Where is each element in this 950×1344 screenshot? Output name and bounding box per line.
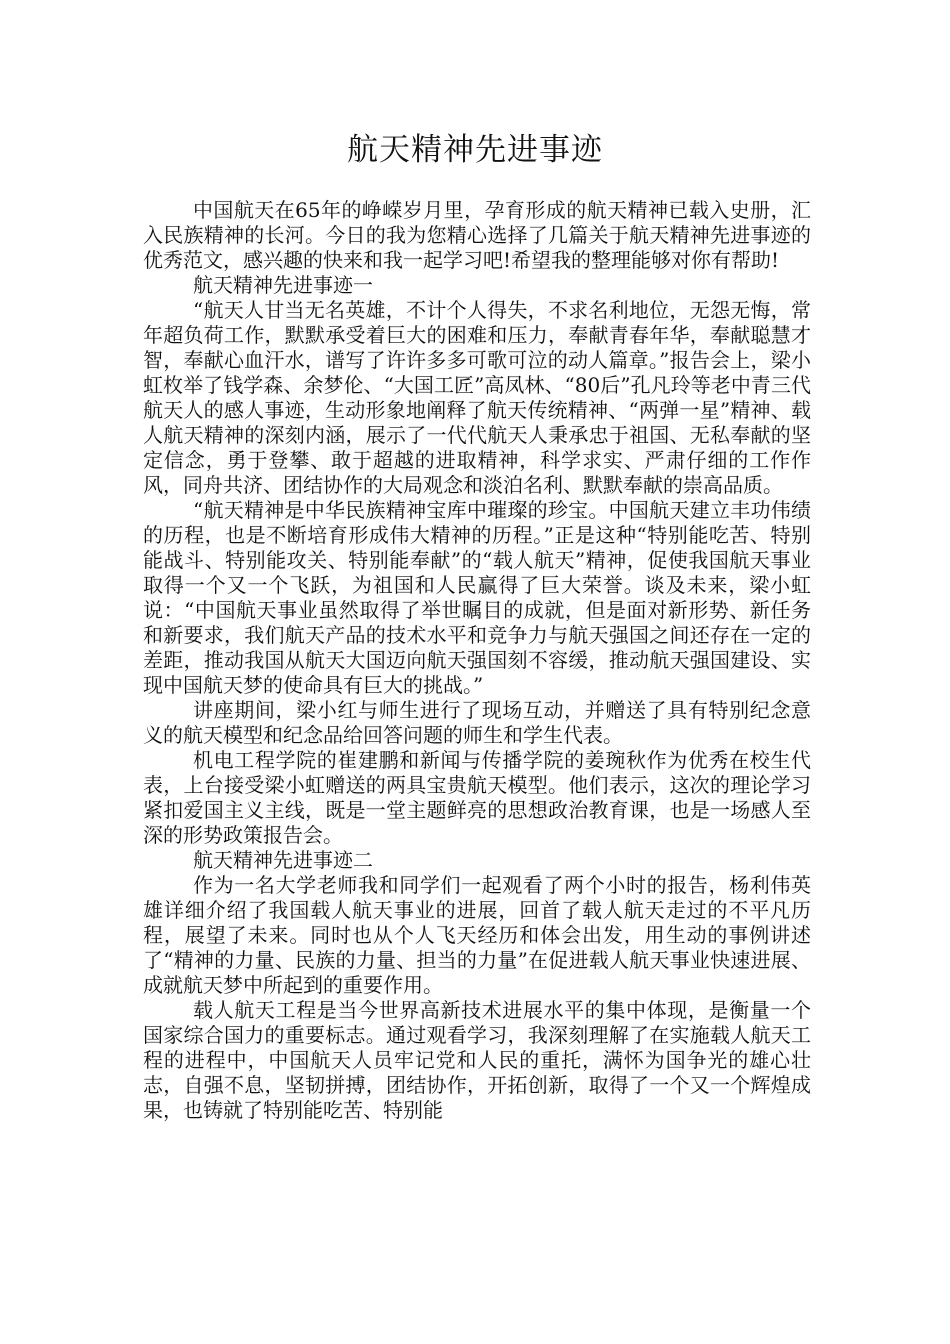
section-heading-2: 航天精神先进事迹二 bbox=[193, 848, 373, 872]
section-heading-1: 航天精神先进事迹一 bbox=[193, 273, 373, 297]
document-title: 航天精神先进事迹 bbox=[347, 132, 603, 168]
body-paragraph: 机电工程学院的崔建鹏和新闻与传播学院的姜琬秋作为优秀在校生代表，上台接受梁小虹赠送的两具宝贵航天模型。他们表示，这次的理论学习紧扣爱国主义主线，既是一堂主题鲜亮的思想政治教育课，也是一场感人至深的形势政策报告会。 bbox=[143, 748, 811, 847]
body-paragraph: “航天人甘当无名英雄，不计个人得失，不求名利地位，无怨无悔，常年超负荷工作，默默承受着巨大的困难和压力，奉献青春年华，奉献聪慧才智，奉献心血汗水，谱写了许许多多可歌可泣的动人篇章。”报告会上，梁小虹枚举了钱学森、余梦伦、“大国工匠”高凤林、“80后”孔凡玲等老中青三代航天人的感人事迹，生动形象地阐释了航天传统精神、“两弹一星”精神、载人航天精神的深刻内涵，展示了一代代航天人秉承忠于祖国、无私奉献的坚定信念，勇于登攀、敢于超越的进取精神，科学求实、严肃仔细的工作作风，同舟共济、团结协作的大局观念和淡泊名利、默默奉献的崇高品质。 bbox=[143, 298, 811, 497]
body-paragraph: “航天精神是中华民族精神宝库中璀璨的珍宝。中国航天建立丰功伟绩的历程，也是不断培育形成伟大精神的历程。”正是这种“特别能吃苦、特别能战斗、特别能攻关、特别能奉献”的“载人航天”精神，促使我国航天事业取得一个又一个飞跃，为祖国和人民赢得了巨大荣誉。谈及未来，梁小虹说：“中国航天事业虽然取得了举世瞩目的成就，但是面对新形势、新任务和新要求，我们航天产品的技术水平和竞争力与航天强国之间还存在一定的差距，推动我国从航天大国迈向航天强国刻不容缓，推动航天强国建设、实现中国航天梦的使命具有巨大的挑战。” bbox=[143, 498, 811, 697]
intro-paragraph: 中国航天在65年的峥嵘岁月里，孕育形成的航天精神已载入史册，汇入民族精神的长河。今日的我为您精心选择了几篇关于航天精神先进事迹的优秀范文，感兴趣的快来和我一起学习吧!希望我的整理能够对你有帮助! bbox=[143, 198, 811, 272]
body-paragraph: 作为一名大学老师我和同学们一起观看了两个小时的报告，杨利伟英雄详细介绍了我国载人航天事业的进展，回首了载人航天走过的不平凡历程，展望了未来。同时也从个人飞天经历和体会出发，用生动的事例讲述了“精神的力量、民族的力量、担当的力量”在促进载人航天事业快速进展、成就航天梦中所起到的重要作用。 bbox=[143, 873, 811, 997]
body-paragraph: 载人航天工程是当今世界高新技术进展水平的集中体现，是衡量一个国家综合国力的重要标志。通过观看学习，我深刻理解了在实施载人航天工程的进程中，中国航天人员牢记党和人民的重托，满怀为国争光的雄心壮志，自强不息，坚韧拼搏，团结协作，开拓创新，取得了一个又一个辉煌成果，也铸就了特别能吃苦、特别能 bbox=[143, 998, 811, 1122]
body-paragraph: 讲座期间，梁小红与师生进行了现场互动，并赠送了具有特别纪念意义的航天模型和纪念品给回答问题的师生和学生代表。 bbox=[143, 698, 811, 747]
document-body bbox=[143, 198, 811, 1123]
